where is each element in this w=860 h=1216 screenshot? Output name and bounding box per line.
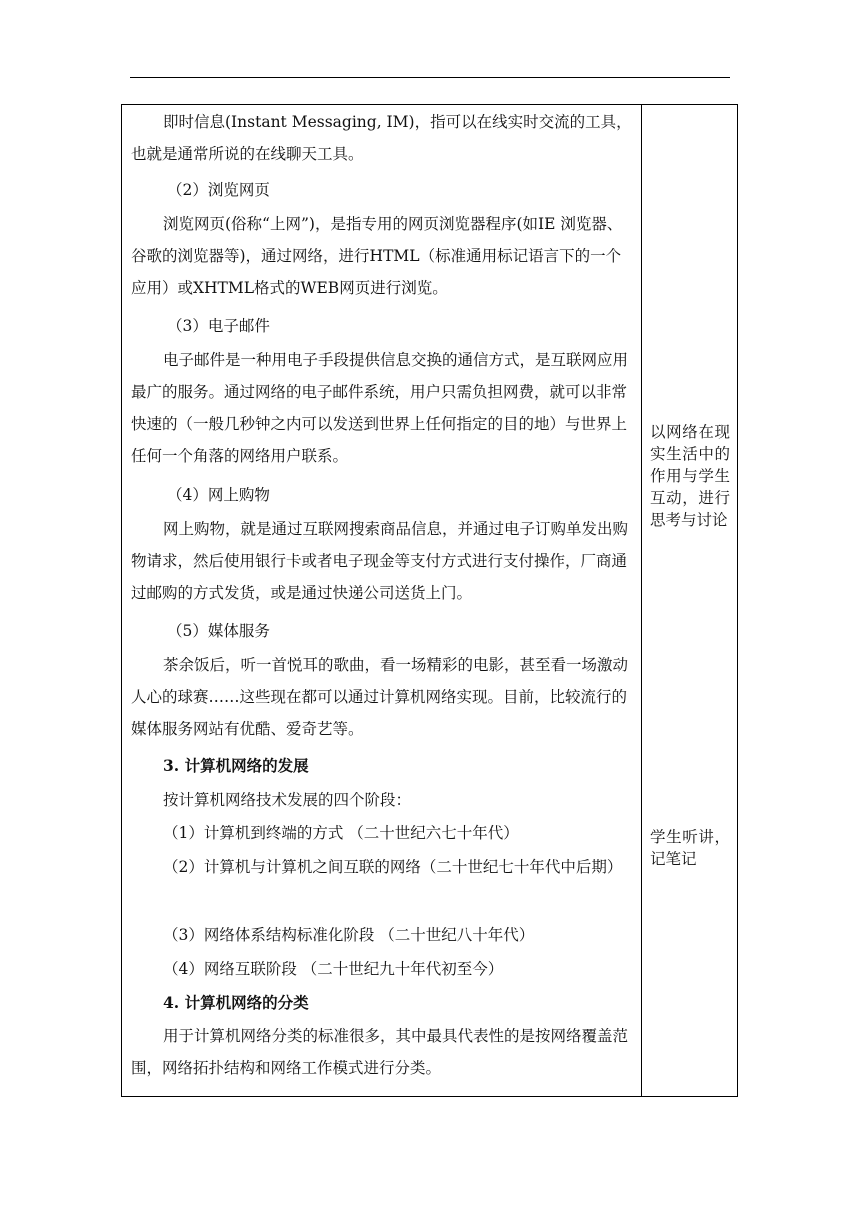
media-heading: （5）媒体服务 (167, 622, 270, 640)
column-divider (641, 104, 642, 1097)
classification-heading: 4. 计算机网络的分类 (163, 993, 309, 1012)
browse-paragraph: 浏览网页(俗称“上网”)，是指专用的网页浏览器程序(如IE 浏览器、谷歌的浏览器等)，通过网络，进行HTML（标准通用标记语言下的一个应用）或XHTML格式的WEB网页进行浏览。 (131, 215, 623, 297)
header-rule (130, 77, 730, 78)
browse-heading: （2）浏览网页 (167, 181, 270, 199)
development-stage-3: （3）网络体系结构标准化阶段 （二十世纪八十年代） (163, 926, 535, 944)
classification-paragraph: 用于计算机网络分类的标准很多，其中最具代表性的是按网络覆盖范围，网络拓扑结构和网络工作模式进行分类。 (131, 1027, 629, 1077)
development-stage-4: （4）网络互联阶段 （二十世纪九十年代初至今） (163, 960, 504, 978)
im-paragraph: 即时信息(Instant Messaging, IM)，指可以在线实时交流的工具，也就是通常所说的在线聊天工具。 (131, 113, 632, 163)
shopping-paragraph: 网上购物，就是通过互联网搜索商品信息，并通过电子订购单发出购物请求，然后使用银行卡或者电子现金等支付方式进行支付操作，厂商通过邮购的方式发货，或是通过快递公司送货上门。 (131, 520, 629, 602)
development-intro: 按计算机网络技术发展的四个阶段： (163, 791, 412, 809)
media-paragraph: 茶余饭后，听一首悦耳的歌曲，看一场精彩的电影，甚至看一场激动人心的球赛……这些现在都可以通过计算机网络实现。目前，比较流行的媒体服务网站有优酷、爱奇艺等。 (131, 656, 629, 738)
teaching-note-listen: 学生听讲，记笔记 (650, 828, 730, 868)
email-heading: （3）电子邮件 (167, 317, 270, 335)
teaching-note-discussion: 以网络在现实生活中的作用与学生互动，进行思考与讨论 (650, 423, 730, 529)
email-paragraph: 电子邮件是一种用电子手段提供信息交换的通信方式，是互联网应用最广的服务。通过网络的电子邮件系统，用户只需负担网费，就可以非常快速的（一般几秒钟之内可以发送到世界上任何指定的目的地）与世界上任何一个角落的网络用户联系。 (131, 351, 629, 465)
shopping-heading: （4）网上购物 (167, 486, 270, 504)
development-stage-2: （2）计算机与计算机之间互联的网络（二十世纪七十年代中后期） (163, 858, 623, 876)
development-heading: 3. 计算机网络的发展 (163, 756, 309, 775)
development-stage-1: （1）计算机到终端的方式 （二十世纪六七十年代） (163, 824, 519, 842)
